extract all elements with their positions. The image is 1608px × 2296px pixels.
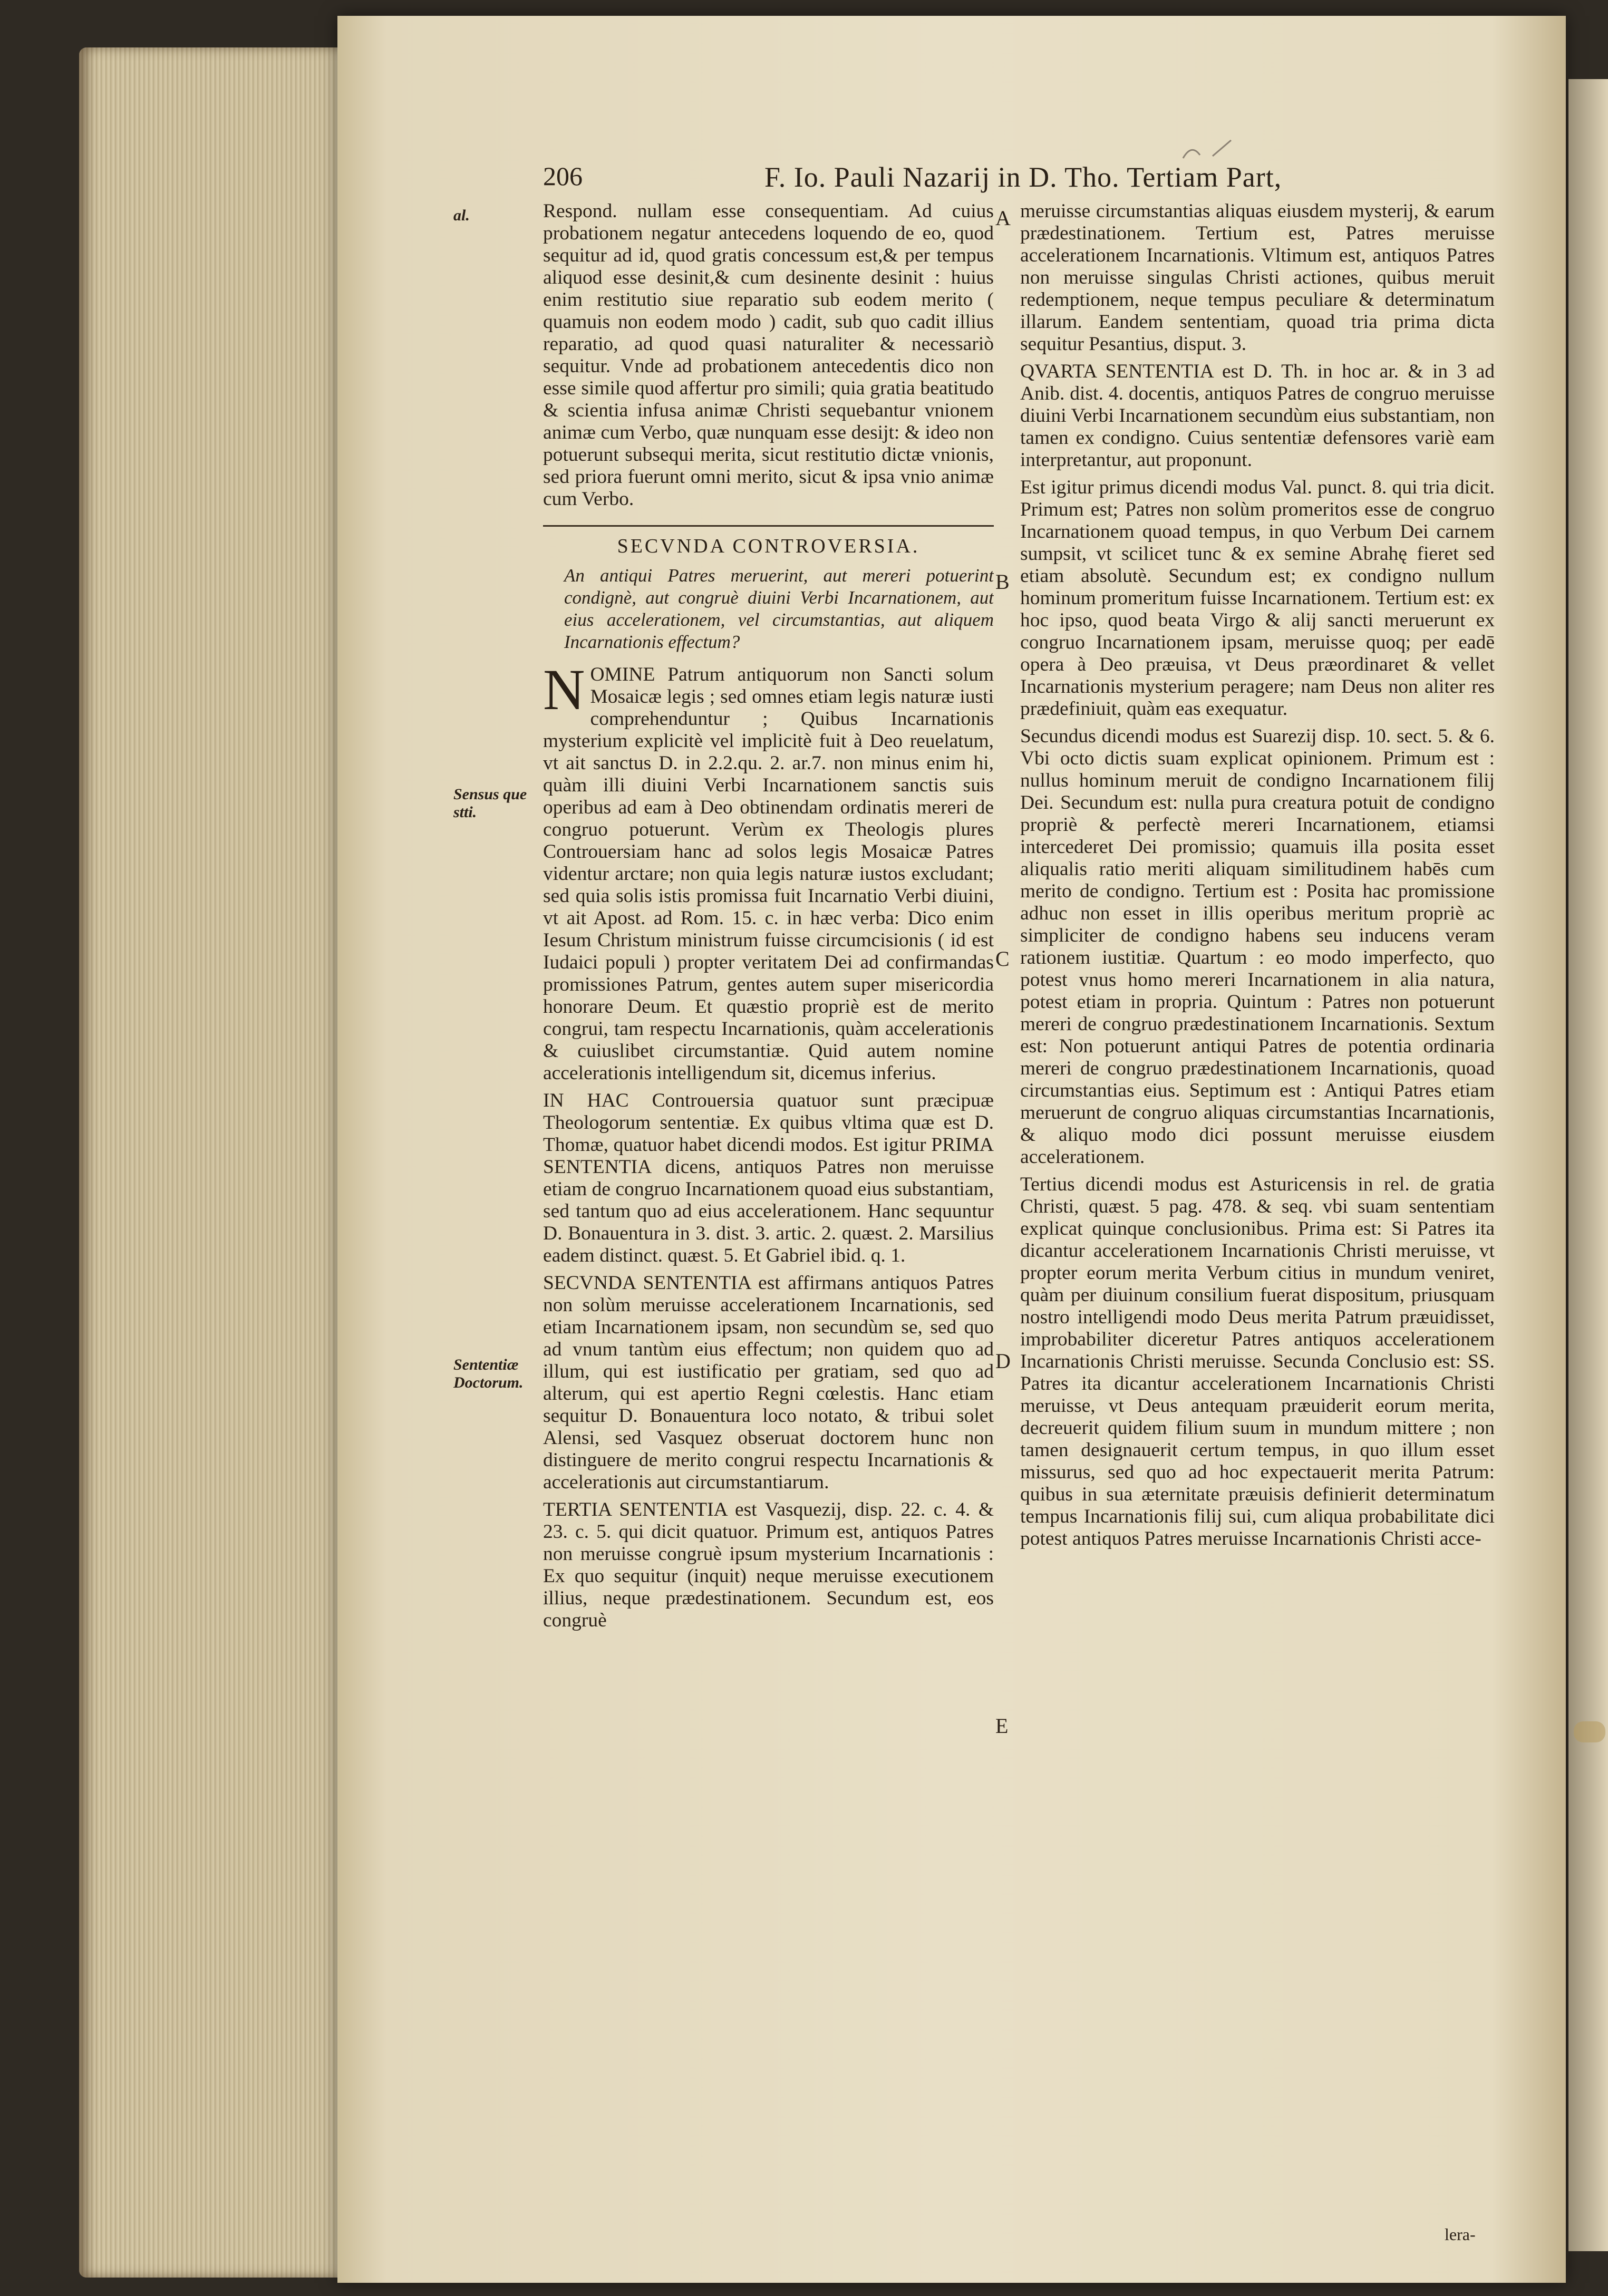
dropcap-paragraph: [543, 657, 994, 1084]
section-letter-e: E: [995, 1714, 1009, 1738]
section-rule: [543, 525, 994, 527]
drop-cap: N: [543, 657, 585, 722]
left-column: [543, 200, 994, 2220]
page-number: 206: [543, 161, 583, 191]
pen-mark-2: [1213, 140, 1231, 156]
paragraph: IN HAC Controuersia quatuor sunt præcipuæ Theologorum sententiæ. Ex quibus vltima quæ est D. Thomæ, quatuor habet dicendi modos. Est igitur PRIMA SENTENTIA dicens, antiquos Patres non meruisse etiam de congruo Incarnationem quoad eius substantiam, sed tantum quo ad eius accelerationem. Hanc sequuntur D. Bonauentura in 3. dist. 3. artic. 2. quæst. 2. Marsilius eadem distinct. quæst. 5. Et Gabriel ibid. q. 1.: [543, 1090, 994, 1266]
running-title: F. Io. Pauli Nazarij in D. Tho. Tertiam Part,: [764, 161, 1282, 193]
section-heading: SECVNDA CONTROVERSIA.: [617, 535, 920, 557]
page-header: [543, 161, 1503, 198]
page-edges: [79, 47, 353, 2278]
right-column: [1020, 200, 1495, 2220]
paragraph: Respond. nullam esse consequentiam. Ad cuius probationem negatur antecedens loquendo de eo, quod sequitur ad id, quod gratis concessum est,& per tempus aliquod esse desinit,& cum desinente desinit : huius enim restitutio siue reparatio sub eodem merito ( quamuis non eodem modo ) cadit, sub quo cadit illius reparatio, ad quod quasi naturaliter & necessariò sequitur. Vnde ad probationem antecedentis dico non esse simile quod affertur pro simili; quia gratia beatitudo & scientia infusa animæ Christi sequebantur vnionem animæ cum Verbo, quæ nunquam esse desijt: & ideo non potuerunt subsequi merita, sicut restitutio dictæ vnionis, sed priora fuerunt omni merito, sicut & ipsa vnio animæ cum Verbo.: [543, 200, 994, 510]
paragraph: OMINE Patrum antiquorum non Sancti solum Mosaicæ legis ; sed omnes etiam legis naturæ iusti comprehenduntur ; Quibus Incarnationis mysterium explicitè vel implicitè fuit à Deo reuelatum, vt ait sanctus D. in 2.2.qu. 2. ar.7. non minus enim hi, quàm illi diuini Verbi Incarnationem sanctis suis operibus ad eam à Deo obtinendam ordinatis mereri de congruo potuerunt. Verùm ex Theologis plures Controuersiam hanc ad solos legis Mosaicæ Patres videntur arctare; non quia legis naturæ iustos excludant; sed quia solis istis promissa fuit Incarnatio Verbi diuini, vt ait Apost. ad Rom. 15. c. in hæc verba: Dico enim Iesum Christum ministrum fuisse circumcisionis ( id est Iudaici populi ) propter veritatem Dei ad confirmandas promissiones Patrum, gentes autem super misericordia honorare Deum. Et quæstio propriè est de merito congrui, tam respectu Incarnationis, quàm accelerationis & cuiuslibet circumstantiæ. Quid autem nomine accelerationis intelligendum sit, dicemus inferius.: [543, 664, 994, 1084]
section-letter-a: A: [995, 206, 1011, 230]
section-letter-d: D: [995, 1349, 1011, 1373]
pen-mark-1: [1183, 150, 1200, 158]
paragraph: SECVNDA SENTENTIA est affirmans antiquos Patres non solùm meruisse accelerationem Incarnationis, sed etiam Incarnationem ipsam, non secundùm se, sed quo ad vnum tantùm eius effectum; non quidem quo ad illum, qui est iustificatio per gratiam, sed quo ad alterum, qui est apertio Regni cœlestis. Hanc etiam sequitur D. Bonauentura loco notato, & tribui solet Alensi, sed Vasquez obseruat doctorem hunc non distinguere de merito congrui respectu Incarnationis & accelerationis aut circumstantiarum.: [543, 1272, 994, 1493]
margin-note-al: al.: [453, 207, 470, 224]
paragraph: TERTIA SENTENTIA est Vasquezij, disp. 22. c. 4. & 23. c. 5. qui dicit quatuor. Primum est, antiquos Patres non meruisse congruè ipsum mysterium Incarnationis : Ex quo sequitur (inquit) neque meruisse executionem illius, neque prædestinationem. Secundum est, eos congruè: [543, 1499, 994, 1631]
pen-marks: [1181, 137, 1244, 163]
controversy-question: An antiqui Patres meruerint, aut mereri potuerint condignè, aut congruè diuini Verbi Incarnationem, aut eius accelerationem, vel circumstantias, aut aliquem Incarnationis effectum?: [564, 565, 994, 652]
facing-page-edge: [1568, 79, 1608, 2251]
section-letter-b: B: [995, 570, 1010, 594]
paragraph: Secundus dicendi modus est Suarezij disp. 10. sect. 5. & 6. Vbi octo dictis suam explicat opinionem. Primum est : nullus hominum meruit de condigno Incarnationem filij Dei. Secundum est: nulla pura creatura potuit de condigno propriè & perfectè mereri Incarnationem, etiamsi intercederet Dei promissio; quamuis illa posita esset aliqualis ratio meriti aliquam similitudinem habēs cum merito de condigno. Tertium est : Posita hac promissione adhuc non esset in illis operibus meritum propriè ac simpliciter de condigno habens seu inducens veram rationem iustitiæ. Quartum : eo modo imperfecto, quo potest vnus homo mereri Incarnationem in alia natura, potest etiam in propria. Quintum : Patres non potuerunt mereri de congruo prædestinationem Incarnationis. Sextum est: Non potuerunt antiqui Patres de potentia ordinaria mereri de congruo prædestinationem Incarnationis, quoad circumstantias eius. Septimum est : Antiqui Patres etiam meruerunt de congruo aliquas circumstantias Incarnationis, & aliquo modo dici possunt meruisse eiusdem accelerationem.: [1020, 725, 1495, 1168]
paragraph: Tertius dicendi modus est Asturicensis in rel. de gratia Christi, quæst. 5 pag. 478. & seq. vbi suam sententiam explicat quinque conclusionibus. Prima est: Si Patres ita dicantur accelerationem Incarnationis Christi meruisse, vt propter eorum merita Verbum citius in mundum veniret, quàm per diuinum consilium fuerat dispositum, priusquam nostro intelligendi modo Deus merita Patrum præuidisset, improbabiliter diceretur Patres antiquos accelerationem Incarnationis Christi meruisse. Secunda Conclusio est: SS. Patres ita dicantur accelerationem Incarnationis Christi meruisse, vt Deus antequam præuiderit eorum merita, decreuerit quidem filium suum in mundum mittere ; non tamen designauerit certum tempus, in quo illum esset missurus, sed quo ad hoc expectauerit merita Patrum: quibus in sua æternitate præuisis definierit determinatum tempus Incarnationis filij sui, cum aliqua probabilitate dici potest antiquos Patres meruisse Incarnationis Christi acce-: [1020, 1174, 1495, 1549]
section-letter-c: C: [995, 947, 1010, 971]
catchword: lera-: [1445, 2225, 1476, 2244]
paragraph: meruisse circumstantias aliquas eiusdem mysterij, & earum prædestinationem. Tertium est, Patres meruisse accelerationem Incarnationis. Vltimum est, antiquos Patres non meruisse singulas Christi actiones, quibus meruit redemptionem, neque tempus peculiare & determinatum illarum. Eandem sententiam, quoad tria prima dicta sequitur Pesantius, disput. 3.: [1020, 200, 1495, 355]
paragraph: Est igitur primus dicendi modus Val. punct. 8. qui tria dicit. Primum est; Patres non solùm promeritos esse de congruo Incarnationem quoad tempus, in quo Verbum Dei carnem sumpsit, vt scilicet tunc & ex semine Abrahę fieret sed etiam absolutè. Secundum est; ex condigno nullum hominum promeritum fuisse Incarnationem. Tertium est: ex hoc ipso, quod beata Virgo & alij sancti meruerunt ex congruo Incarnationem ipsam, meruisse quoq; per eadē opera à Deo præuisa, vt Deus præordinaret & vellet Incarnationis mysterium peragere; nam Deus non aliter res prædefiniuit, quàm eas exequatur.: [1020, 477, 1495, 720]
facing-page-stain: [1574, 1721, 1605, 1742]
paragraph: QVARTA SENTENTIA est D. Th. in hoc ar. & in 3 ad Anib. dist. 4. docentis, antiquos Patres de congruo meruisse diuini Verbi Incarnationem secundùm eius substantiam, non tamen ex condigno. Cuius sententiæ defensores variè eam interpretantur, aut proponunt.: [1020, 361, 1495, 471]
margin-note-sententiae: Sententiæ Doctorum.: [453, 1356, 524, 1391]
margin-note-sensus: Sensus que stti.: [453, 786, 527, 821]
